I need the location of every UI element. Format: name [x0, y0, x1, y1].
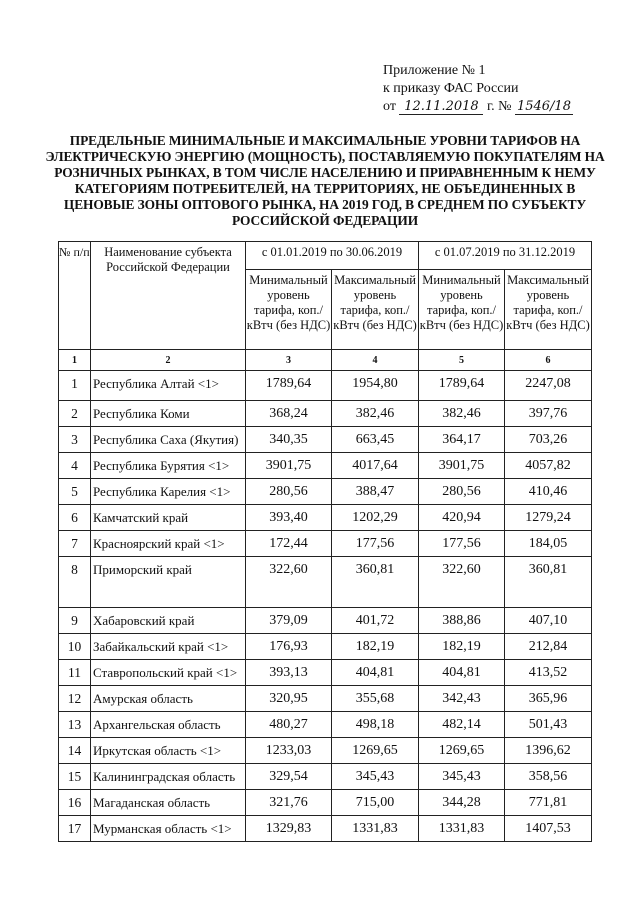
min-tariff-h1: 321,76 — [246, 790, 332, 816]
row-number: 7 — [59, 531, 91, 557]
min-tariff-h1: 3901,75 — [246, 453, 332, 479]
row-number: 12 — [59, 686, 91, 712]
min-tariff-h2: 382,46 — [419, 401, 505, 427]
min-tariff-h1: 1233,03 — [246, 738, 332, 764]
table-row — [59, 634, 592, 660]
table-row — [59, 371, 592, 401]
col-header-period-1: с 01.01.2019 по 30.06.2019 — [246, 242, 419, 270]
row-number: 15 — [59, 764, 91, 790]
max-tariff-h1: 355,68 — [332, 686, 419, 712]
table-row — [59, 738, 592, 764]
max-tariff-h2: 212,84 — [505, 634, 592, 660]
max-tariff-h1: 177,56 — [332, 531, 419, 557]
subject-name: Амурская область — [91, 686, 246, 712]
subject-name: Камчатский край — [91, 505, 246, 531]
row-number: 16 — [59, 790, 91, 816]
min-tariff-h2: 280,56 — [419, 479, 505, 505]
min-tariff-h1: 329,54 — [246, 764, 332, 790]
column-index: 6 — [505, 350, 592, 371]
max-tariff-h1: 498,18 — [332, 712, 419, 738]
min-tariff-h2: 3901,75 — [419, 453, 505, 479]
column-index: 4 — [332, 350, 419, 371]
col-header-subject: Наименование субъекта Российской Федерации — [91, 242, 246, 350]
subject-name: Забайкальский край <1> — [91, 634, 246, 660]
col-header-period-2: с 01.07.2019 по 31.12.2019 — [419, 242, 592, 270]
max-tariff-h2: 407,10 — [505, 608, 592, 634]
appendix-order-ref: к приказу ФАС России — [383, 81, 519, 96]
min-tariff-h1: 176,93 — [246, 634, 332, 660]
max-tariff-h2: 1396,62 — [505, 738, 592, 764]
column-index: 5 — [419, 350, 505, 371]
max-tariff-h1: 404,81 — [332, 660, 419, 686]
table-row — [59, 660, 592, 686]
min-tariff-h2: 404,81 — [419, 660, 505, 686]
appendix-title: Приложение № 1 — [383, 63, 486, 78]
row-number: 10 — [59, 634, 91, 660]
max-tariff-h2: 410,46 — [505, 479, 592, 505]
max-tariff-h2: 2247,08 — [505, 371, 592, 401]
subject-name: Республика Алтай <1> — [91, 371, 246, 401]
row-number: 8 — [59, 557, 91, 608]
column-index: 1 — [59, 350, 91, 371]
min-tariff-h2: 344,28 — [419, 790, 505, 816]
max-tariff-h1: 1269,65 — [332, 738, 419, 764]
max-tariff-h1: 182,19 — [332, 634, 419, 660]
tariff-table — [58, 241, 592, 842]
max-tariff-h2: 771,81 — [505, 790, 592, 816]
min-tariff-h1: 480,27 — [246, 712, 332, 738]
max-tariff-h2: 501,43 — [505, 712, 592, 738]
min-tariff-h2: 482,14 — [419, 712, 505, 738]
row-number: 6 — [59, 505, 91, 531]
max-tariff-h2: 4057,82 — [505, 453, 592, 479]
min-tariff-h2: 364,17 — [419, 427, 505, 453]
min-tariff-h1: 1329,83 — [246, 816, 332, 842]
row-number: 11 — [59, 660, 91, 686]
min-tariff-h1: 280,56 — [246, 479, 332, 505]
column-index: 3 — [246, 350, 332, 371]
appendix-header — [383, 62, 573, 116]
min-tariff-h2: 322,60 — [419, 557, 505, 608]
appendix-order-date-line — [383, 98, 573, 116]
min-tariff-h2: 1269,65 — [419, 738, 505, 764]
subject-name: Ставропольский край <1> — [91, 660, 246, 686]
min-tariff-h1: 172,44 — [246, 531, 332, 557]
subject-name: Архангельская область — [91, 712, 246, 738]
max-tariff-h2: 703,26 — [505, 427, 592, 453]
order-from-label: от — [383, 99, 396, 114]
col-header-min-1: Минимальный уровень тарифа, коп./кВтч (без НДС) — [246, 270, 332, 350]
row-number: 3 — [59, 427, 91, 453]
min-tariff-h2: 388,86 — [419, 608, 505, 634]
max-tariff-h1: 382,46 — [332, 401, 419, 427]
table-row — [59, 686, 592, 712]
min-tariff-h1: 322,60 — [246, 557, 332, 608]
table-row — [59, 557, 592, 608]
max-tariff-h1: 715,00 — [332, 790, 419, 816]
row-number: 17 — [59, 816, 91, 842]
table-row — [59, 816, 592, 842]
min-tariff-h1: 1789,64 — [246, 371, 332, 401]
max-tariff-h2: 413,52 — [505, 660, 592, 686]
subject-name: Мурманская область <1> — [91, 816, 246, 842]
table-row — [59, 479, 592, 505]
subject-name: Хабаровский край — [91, 608, 246, 634]
min-tariff-h1: 379,09 — [246, 608, 332, 634]
subject-name: Красноярский край <1> — [91, 531, 246, 557]
max-tariff-h1: 345,43 — [332, 764, 419, 790]
order-number: 1546/18 — [516, 99, 571, 114]
min-tariff-h1: 320,95 — [246, 686, 332, 712]
max-tariff-h1: 4017,64 — [332, 453, 419, 479]
min-tariff-h2: 182,19 — [419, 634, 505, 660]
row-number: 13 — [59, 712, 91, 738]
col-header-min-2: Минимальный уровень тарифа, коп./кВтч (без НДС) — [419, 270, 505, 350]
row-number: 4 — [59, 453, 91, 479]
max-tariff-h1: 388,47 — [332, 479, 419, 505]
max-tariff-h1: 663,45 — [332, 427, 419, 453]
max-tariff-h1: 1202,29 — [332, 505, 419, 531]
row-number: 2 — [59, 401, 91, 427]
table-row — [59, 401, 592, 427]
min-tariff-h1: 393,40 — [246, 505, 332, 531]
col-header-max-2: Максимальный уровень тарифа, коп./кВтч (без НДС) — [505, 270, 592, 350]
min-tariff-h2: 342,43 — [419, 686, 505, 712]
max-tariff-h2: 1279,24 — [505, 505, 592, 531]
table-row — [59, 790, 592, 816]
max-tariff-h2: 184,05 — [505, 531, 592, 557]
row-number: 5 — [59, 479, 91, 505]
subject-name: Республика Саха (Якутия) — [91, 427, 246, 453]
min-tariff-h2: 420,94 — [419, 505, 505, 531]
max-tariff-h1: 360,81 — [332, 557, 419, 608]
min-tariff-h2: 1789,64 — [419, 371, 505, 401]
document-title: ПРЕДЕЛЬНЫЕ МИНИМАЛЬНЫЕ И МАКСИМАЛЬНЫЕ УРОВНИ ТАРИФОВ НА ЭЛЕКТРИЧЕСКУЮ ЭНЕРГИЮ (МОЩНОСТЬ), ПОСТАВЛЯЕМУЮ ПОКУПАТЕЛЯМ НА РОЗНИЧНЫХ РЫНКАХ, В ТОМ ЧИСЛЕ НАСЕЛЕНИЮ И ПРИРАВНЕННЫМ К НЕМУ КАТЕГОРИЯМ ПОТРЕБИТЕЛЕЙ, НА ТЕРРИТОРИЯХ, НЕ ОБЪЕДИНЕННЫХ В ЦЕНОВЫЕ ЗОНЫ ОПТОВОГО РЫНКА, НА 2019 ГОД, В СРЕДНЕМ ПО СУБЪЕКТУ РОССИЙСКОЙ ФЕДЕРАЦИИ — [45, 133, 605, 228]
max-tariff-h2: 360,81 — [505, 557, 592, 608]
col-header-max-1: Максимальный уровень тарифа, коп./кВтч (без НДС) — [332, 270, 419, 350]
min-tariff-h2: 345,43 — [419, 764, 505, 790]
column-index-row — [59, 350, 592, 371]
subject-name: Калининградская область — [91, 764, 246, 790]
col-header-number: № п/п — [59, 242, 91, 350]
max-tariff-h2: 397,76 — [505, 401, 592, 427]
max-tariff-h2: 1407,53 — [505, 816, 592, 842]
table-row — [59, 505, 592, 531]
subject-name: Республика Карелия <1> — [91, 479, 246, 505]
table-row — [59, 427, 592, 453]
table-row — [59, 764, 592, 790]
max-tariff-h1: 1954,80 — [332, 371, 419, 401]
subject-name: Иркутская область <1> — [91, 738, 246, 764]
min-tariff-h1: 393,13 — [246, 660, 332, 686]
max-tariff-h1: 401,72 — [332, 608, 419, 634]
order-date: 12.11.2018 — [399, 99, 483, 115]
min-tariff-h2: 177,56 — [419, 531, 505, 557]
subject-name: Магаданская область — [91, 790, 246, 816]
table-row — [59, 608, 592, 634]
max-tariff-h2: 365,96 — [505, 686, 592, 712]
table-row — [59, 453, 592, 479]
subject-name: Приморский край — [91, 557, 246, 608]
subject-name: Республика Коми — [91, 401, 246, 427]
column-index: 2 — [91, 350, 246, 371]
table-row — [59, 712, 592, 738]
max-tariff-h2: 358,56 — [505, 764, 592, 790]
subject-name: Республика Бурятия <1> — [91, 453, 246, 479]
max-tariff-h1: 1331,83 — [332, 816, 419, 842]
table-row — [59, 531, 592, 557]
row-number: 1 — [59, 371, 91, 401]
order-number-label: г. № — [486, 99, 512, 114]
min-tariff-h1: 368,24 — [246, 401, 332, 427]
min-tariff-h2: 1331,83 — [419, 816, 505, 842]
row-number: 14 — [59, 738, 91, 764]
row-number: 9 — [59, 608, 91, 634]
min-tariff-h1: 340,35 — [246, 427, 332, 453]
